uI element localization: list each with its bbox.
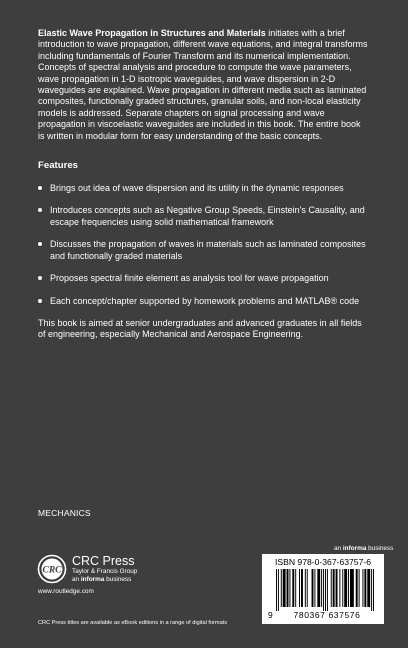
barcode-bar: [362, 569, 363, 607]
barcode-bar: [317, 569, 320, 607]
barcode-digits: 780367 637576: [293, 610, 361, 620]
svg-text:CRC: CRC: [42, 565, 62, 576]
feature-item: [38, 239, 368, 262]
features-heading: Features: [38, 160, 78, 172]
barcode-bar: [287, 569, 289, 607]
barcode-bar: [367, 569, 370, 607]
barcode-bar: [295, 569, 296, 607]
barcode: [268, 569, 378, 621]
barcode-bar: [342, 569, 343, 607]
barcode-bar: [336, 569, 338, 607]
bullet-icon: [38, 242, 42, 246]
barcode-bar: [321, 569, 322, 607]
barcode-bar: [350, 569, 354, 607]
barcode-bar: [299, 569, 300, 607]
feature-item: [38, 183, 368, 194]
intro-paragraph: [38, 28, 368, 142]
publisher-name: CRC Press: [72, 553, 135, 568]
intro-text: initiates with a brief introduction to wave propagation, different wave equations, and integral transforms including fundamentals of Fourier Transform and its numerical implementation. Concepts of spectral analysis and procedure to compute the wave parameters, wave propagation in 1-D isotropic waveguides, and wave dispersion in 2-D waveguides are explained. Wave propagation in different media such as laminated composites, functionally graded structures, granular soils, and non-local elasticity models is addressed. Separate chapters on signal processing and wave propagation in viscoelastic waveguides are included in this book. The entire book is written in modular form for easy understanding of the basic concepts.: [38, 28, 368, 141]
barcode-bar: [364, 569, 366, 607]
feature-item: [38, 205, 368, 228]
feature-item: [38, 296, 368, 307]
barcode-bar: [339, 569, 340, 607]
barcode-bar: [312, 569, 314, 607]
barcode-bars: [276, 569, 374, 611]
bullet-icon: [38, 208, 42, 212]
barcode-bar: [323, 569, 324, 611]
description-block: [38, 28, 368, 341]
barcode-bar: [371, 569, 372, 611]
bullet-icon: [38, 276, 42, 280]
bullet-icon: [38, 299, 42, 303]
barcode-bar: [373, 569, 374, 611]
feature-text: Discusses the propagation of waves in materials such as laminated composites and functionally graded materials: [50, 239, 366, 261]
publisher-website: www.routledge.com: [38, 588, 94, 595]
barcode-bar: [289, 569, 290, 607]
barcode-bar: [301, 569, 303, 607]
barcode-bar: [344, 569, 347, 607]
features-list: [38, 183, 368, 307]
publisher-business: an informa business: [72, 575, 132, 583]
barcode-bar: [314, 569, 315, 607]
informa-business-tag: an informa business: [334, 545, 394, 552]
publisher-text: [72, 555, 137, 584]
barcode-bar: [359, 569, 360, 607]
barcode-box: [262, 554, 384, 624]
feature-text: Each concept/chapter supported by homework problems and MATLAB® code: [50, 295, 360, 306]
barcode-bar: [333, 569, 335, 607]
publisher-logo: [37, 554, 137, 584]
barcode-bar: [281, 569, 282, 607]
feature-text: Introduces concepts such as Negative Group Speeds, Einstein's Causality, and escape frequencies using solid mathematical framework: [50, 205, 365, 227]
barcode-bar: [348, 569, 349, 607]
bullet-icon: [38, 186, 42, 190]
feature-item: [38, 273, 368, 284]
subject-label: MECHANICS: [38, 508, 91, 518]
publisher-group: Taylor & Francis Group: [72, 567, 138, 575]
book-title: Elastic Wave Propagation in Structures and Materials: [38, 28, 266, 38]
barcode-bar: [283, 569, 286, 607]
feature-text: Proposes spectral finite element as analysis tool for wave propagation: [50, 273, 329, 284]
barcode-first-digit: 9: [268, 610, 273, 620]
barcode-bar: [331, 569, 332, 607]
barcode-bar: [278, 569, 279, 611]
barcode-bar: [276, 569, 277, 611]
crc-press-logo-icon: [37, 554, 67, 584]
isbn-text: ISBN 978-0-367-63757-6: [274, 557, 372, 567]
barcode-bar: [325, 569, 326, 611]
audience-paragraph: This book is aimed at senior undergraduates and advanced graduates in all fields of engineering, especially Mechanical and Aerospace Engineering.: [38, 317, 362, 340]
barcode-bar: [356, 569, 358, 607]
ebook-note: CRC Press titles are available as eBook editions in a range of digital formats: [38, 620, 228, 626]
barcode-bar: [307, 569, 308, 607]
barcode-bar: [292, 569, 294, 607]
barcode-bar: [327, 569, 328, 611]
feature-text: Brings out idea of wave dispersion and its utility in the dynamic responses: [50, 183, 344, 194]
barcode-bar: [305, 569, 306, 607]
